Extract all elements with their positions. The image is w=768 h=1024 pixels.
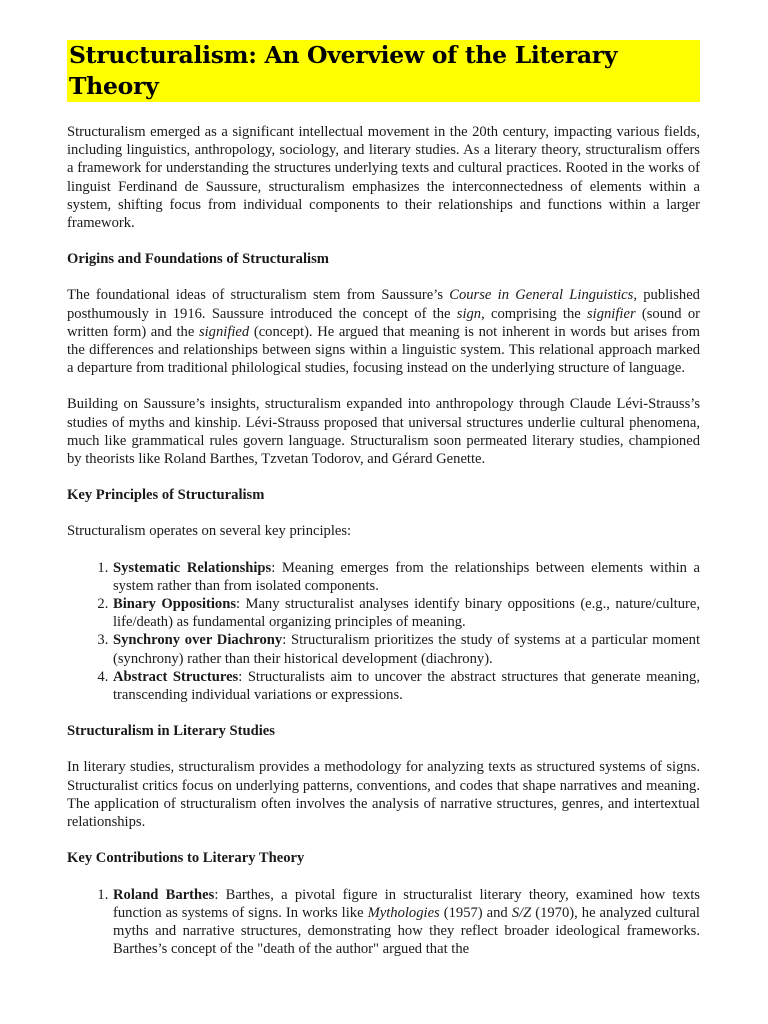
list-item: 1. Systematic Relationships: Meaning emerges from the relationships between elements within a system rather than from isolated components.	[112, 559, 700, 595]
origins-paragraph-2: Building on Saussure’s insights, structuralism expanded into anthropology through Claude Lévi-Strauss’s studies of myths and kinship. Lévi-Strauss proposed that universal structures underlie cultural phenomena, much like grammatical rules govern language. Structuralism soon permeated literary studies, championed by theorists like Roland Barthes, Tzvetan Todorov, and Gérard Genette.	[67, 396, 700, 468]
principles-intro: Structuralism operates on several key principles:	[67, 523, 352, 540]
document-title: Structuralism: An Overview of the Literary Theory	[67, 40, 700, 102]
principles-list	[67, 559, 700, 705]
section-heading-literary-studies: Structuralism in Literary Studies	[67, 723, 275, 740]
intro-paragraph: Structuralism emerged as a significant intellectual movement in the 20th century, impacting various fields, including linguistics, anthropology, sociology, and literary studies. As a literary theory, structuralism offers a framework for understanding the structures underlying texts and cultural practices. Rooted in the works of linguist Ferdinand de Saussure, structuralism emphasizes the interconnectedness of elements within a system, shifting focus from individual components to their relationships and functions within a larger framework.	[67, 124, 700, 232]
list-item: 1. Roland Barthes: Barthes, a pivotal figure in structuralist literary theory, examined how texts function as systems of signs. In works like Mythologies (1957) and S/Z (1970), he analyzed cultural myths and narrative structures, demonstrating how they reflect broader ideological frameworks. Barthes’s concept of the "death of the author" argued that the	[112, 886, 700, 959]
section-heading-origins: Origins and Foundations of Structuralism	[67, 251, 329, 268]
list-item: 4. Abstract Structures: Structuralists aim to uncover the abstract structures that generate meaning, transcending individual variations or expressions.	[112, 668, 700, 704]
list-item: 3. Synchrony over Diachrony: Structuralism prioritizes the study of systems at a particular moment (synchrony) rather than their historical development (diachrony).	[112, 631, 700, 667]
origins-paragraph-1: The foundational ideas of structuralism stem from Saussure’s Course in General Linguistics, published posthumously in 1916. Saussure introduced the concept of the sign, comprising the signifier (sound or written form) and the signified (concept). He argued that meaning is not inherent in words but arises from the differences and relationships between signs within a linguistic system. This relational approach marked a departure from traditional philological studies, focusing instead on the underlying structure of language.	[67, 287, 701, 377]
literary-studies-paragraph: In literary studies, structuralism provides a methodology for analyzing texts as structured systems of signs. Structuralist critics focus on underlying patterns, conventions, and codes that shape narratives and meaning. The application of structuralism often involves the analysis of narrative structures, genres, and intertextual relationships.	[67, 759, 700, 831]
list-item: 2. Binary Oppositions: Many structuralist analyses identify binary oppositions (e.g., nature/culture, life/death) as fundamental organizing principles of meaning.	[112, 595, 700, 631]
contributions-list	[67, 886, 700, 959]
section-heading-principles: Key Principles of Structuralism	[67, 487, 265, 504]
section-heading-contributions: Key Contributions to Literary Theory	[67, 850, 305, 867]
